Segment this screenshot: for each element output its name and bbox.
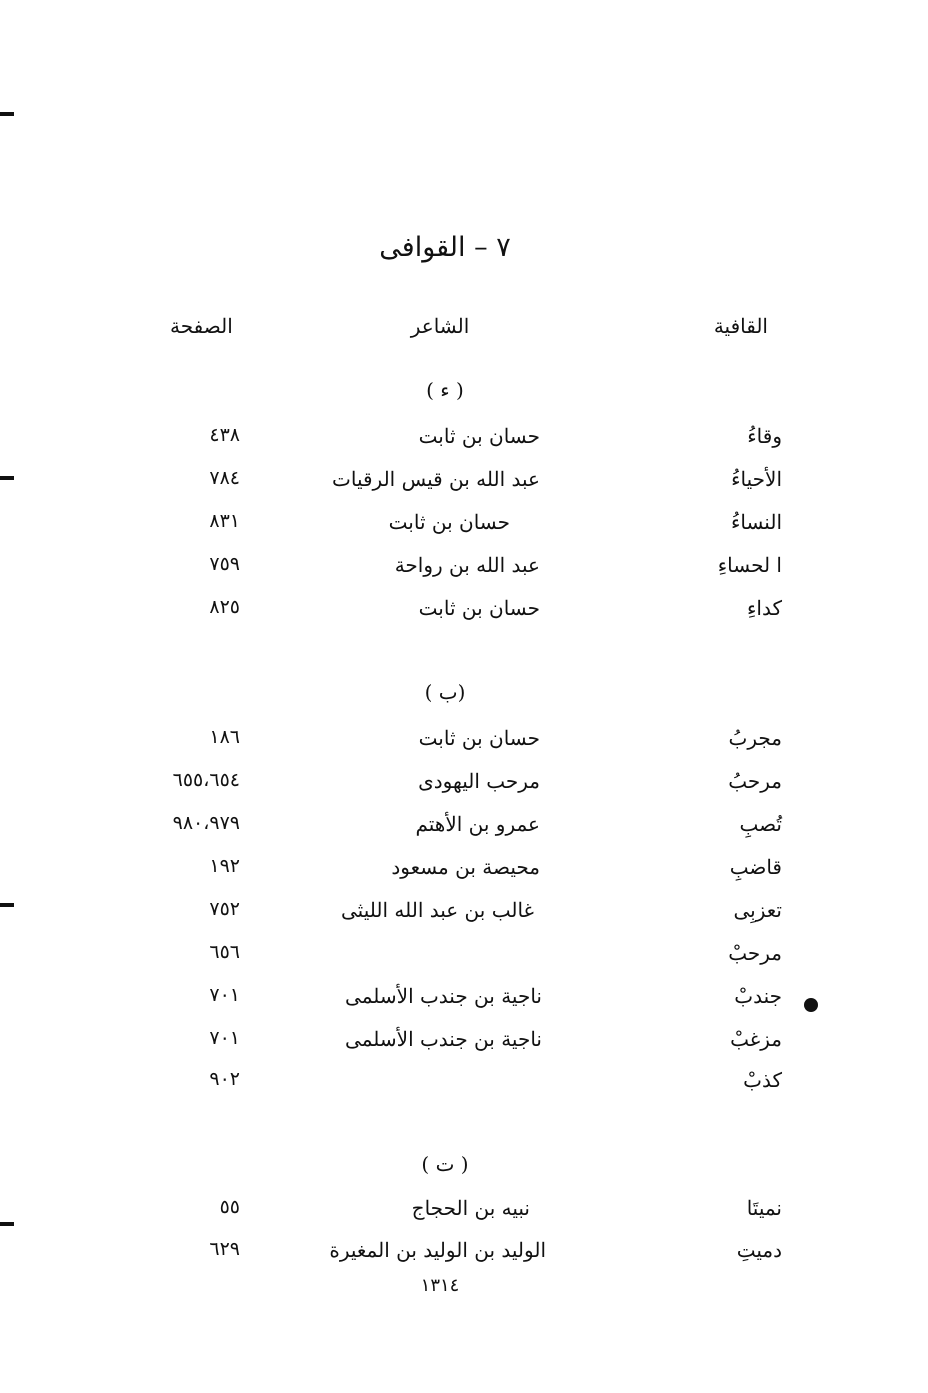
page-cell: ٧٥٩ [209, 553, 240, 575]
margin-mark [0, 112, 14, 116]
page-cell: ٨٣١ [209, 510, 240, 532]
page-number: ١٣١٤ [420, 1275, 460, 1296]
table-row [0, 424, 928, 464]
page-cell: ٨٢٥ [209, 596, 240, 618]
poet-cell: ناجية بن جندب الأسلمى [345, 1027, 542, 1051]
table-row [0, 1027, 928, 1067]
rhyme-cell: كداءِ [747, 596, 782, 620]
rhyme-cell: تُصبِ [739, 812, 782, 836]
page-cell: ٧٠١ [209, 1027, 240, 1049]
table-row [0, 898, 928, 938]
rhyme-cell: ا لحساءِ [717, 553, 782, 577]
page-cell: ١٨٦ [209, 726, 240, 748]
page-cell: ٤٣٨ [209, 424, 240, 446]
rhyme-cell: تعزبِى [733, 898, 782, 922]
page-cell: ٧٠١ [209, 984, 240, 1006]
table-row [0, 467, 928, 507]
page-cell: ٦٢٩ [209, 1238, 240, 1260]
column-header-poet: الشاعر [410, 314, 470, 338]
table-row [0, 510, 928, 550]
page-cell: ٥٥ [219, 1196, 240, 1218]
poet-cell: حسان بن ثابت [418, 596, 540, 620]
rhyme-cell: مرحبْ [728, 941, 782, 965]
poet-cell: ناجية بن جندب الأسلمى [345, 984, 542, 1008]
table-row [0, 984, 928, 1024]
poet-cell: عمرو بن الأهتم [415, 812, 540, 836]
column-header-page: الصفحة [170, 314, 233, 338]
section-heading: ( ء ) [426, 378, 464, 402]
poet-cell: محيصة بن مسعود [391, 855, 540, 879]
section-heading: ( ت ) [421, 1152, 469, 1176]
table-row [0, 1238, 928, 1278]
rhyme-cell: قاضبِ [729, 855, 782, 879]
page-cell: ٧٥٢ [209, 898, 240, 920]
table-row [0, 553, 928, 593]
poet-cell: حسان بن ثابت [418, 424, 540, 448]
rhyme-cell: مجربُ [728, 726, 782, 750]
page-cell: ٩٠٢ [209, 1068, 240, 1090]
rhyme-cell: مزغبْ [730, 1027, 782, 1051]
rhyme-cell: الأحياءُ [731, 467, 782, 491]
table-row [0, 726, 928, 766]
rhyme-cell: النساءُ [730, 510, 782, 534]
table-row [0, 941, 928, 981]
page-title: ٧ – القوافى [379, 232, 511, 263]
poet-cell: نبيه بن الحجاج [411, 1196, 530, 1220]
poet-cell: الوليد بن الوليد بن المغيرة [329, 1238, 546, 1262]
section-heading: (ب ) [424, 680, 466, 704]
table-row [0, 1068, 928, 1108]
page-cell: ٩٨٠،٩٧٩ [172, 812, 240, 834]
poet-cell: مرحب اليهودى [418, 769, 540, 793]
table-row [0, 855, 928, 895]
rhyme-cell: كذبْ [743, 1068, 782, 1092]
page-cell: ١٩٢ [209, 855, 240, 877]
rhyme-cell: دميتِ [736, 1238, 782, 1262]
table-row [0, 596, 928, 636]
rhyme-cell: نميتَا [746, 1196, 782, 1220]
table-row [0, 1196, 928, 1236]
page-cell: ٦٥٦ [209, 941, 240, 963]
page-cell: ٧٨٤ [209, 467, 240, 489]
poet-cell: عبد الله بن قيس الرقيات [332, 467, 540, 491]
column-header-rhyme: القافية [713, 314, 768, 338]
poet-cell: غالب بن عبد الله الليثى [341, 898, 534, 922]
rhyme-cell: جندبْ [734, 984, 782, 1008]
poet-cell: عبد الله بن رواحة [394, 553, 540, 577]
table-row [0, 769, 928, 809]
poet-cell: حسان بن ثابت [388, 510, 510, 534]
rhyme-cell: وقاءُ [747, 424, 782, 448]
poet-cell: حسان بن ثابت [418, 726, 540, 750]
page-cell: ٦٥٥،٦٥٤ [172, 769, 240, 791]
table-row [0, 812, 928, 852]
rhyme-cell: مرحبُ [728, 769, 782, 793]
